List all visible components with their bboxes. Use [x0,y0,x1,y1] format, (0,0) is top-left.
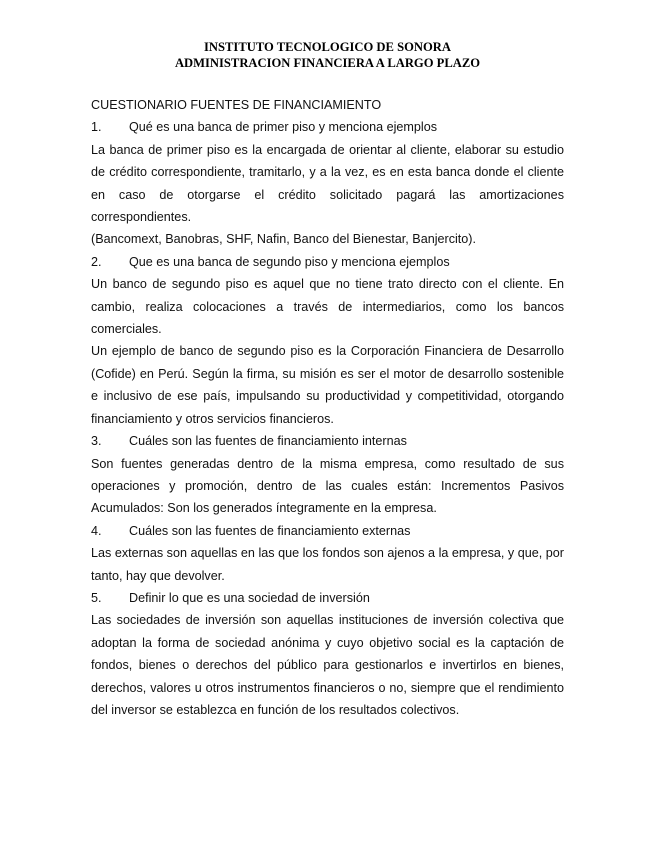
answer-paragraph: Un ejemplo de banco de segundo piso es la Corporación Financiera de Desarrollo (Cofide) en Perú. Según la firma, su misión es ser el motor de desarrollo sostenible e inclusivo de ese país, impulsando su productividad y competitividad, otorgando financiamiento y otros servicios financieros. [91,344,564,426]
answer-paragraph: Las externas son aquellas en las que los fondos son ajenos a la empresa, y que, por tanto, hay que devolver. [91,546,564,583]
answer-paragraph: Son fuentes generadas dentro de la misma empresa, como resultado de sus operaciones y promoción, dentro de las cuales están: Incrementos Pasivos Acumulados: Son los generados íntegramente en la empresa. [91,456,564,516]
course-name: ADMINISTRACION FINANCIERA A LARGO PLAZO [174,56,481,70]
question-2 [91,251,564,273]
question-number: 1. [91,120,102,135]
answer-paragraph: La banca de primer piso es la encargada de orientar al cliente, elaborar su estudio de crédito correspondiente, tramitarlo, y a la vez, es en esta banca donde el cliente en caso de otorgarse el crédito solicitado pagará las amortizaciones correspondientes. [91,142,564,225]
question-number: 5. [91,590,102,605]
question-text: Cuáles son las fuentes de financiamiento internas [129,434,407,449]
question-1 [91,116,564,138]
question-number: 3. [91,434,102,449]
questionnaire-title: CUESTIONARIO FUENTES DE FINANCIAMIENTO [91,98,382,112]
document-header [0,39,655,71]
answer-paragraph: Las sociedades de inversión son aquellas instituciones de inversión colectiva que adoptan la forma de sociedad anónima y cuyo objetivo social es la captación de fondos, bienes o derechos del público para gestionarlos e invertirlos en bienes, derechos, valores u otros instrumentos financieros o no, siempre que el rendimiento del inversor se establezca en función de los resultados colectivos. [91,613,564,717]
question-number: 2. [91,254,102,269]
document-body [91,94,564,721]
question-text: Definir lo que es una sociedad de inversión [129,590,370,605]
answer-paragraph: (Bancomext, Banobras, SHF, Nafin, Banco del Bienestar, Banjercito). [91,232,476,247]
question-3 [91,430,564,452]
answer-paragraph: Un banco de segundo piso es aquel que no tiene trato directo con el cliente. En cambio, realiza colocaciones a través de intermediarios, como los bancos comerciales. [91,277,564,337]
question-text: Que es una banca de segundo piso y menciona ejemplos [129,254,450,269]
institution-name: INSTITUTO TECNOLOGICO DE SONORA [204,40,451,54]
question-4 [91,520,564,542]
question-5 [91,587,564,609]
question-number: 4. [91,523,102,538]
question-text: Cuáles son las fuentes de financiamiento externas [129,523,411,538]
question-text: Qué es una banca de primer piso y menciona ejemplos [129,120,438,135]
